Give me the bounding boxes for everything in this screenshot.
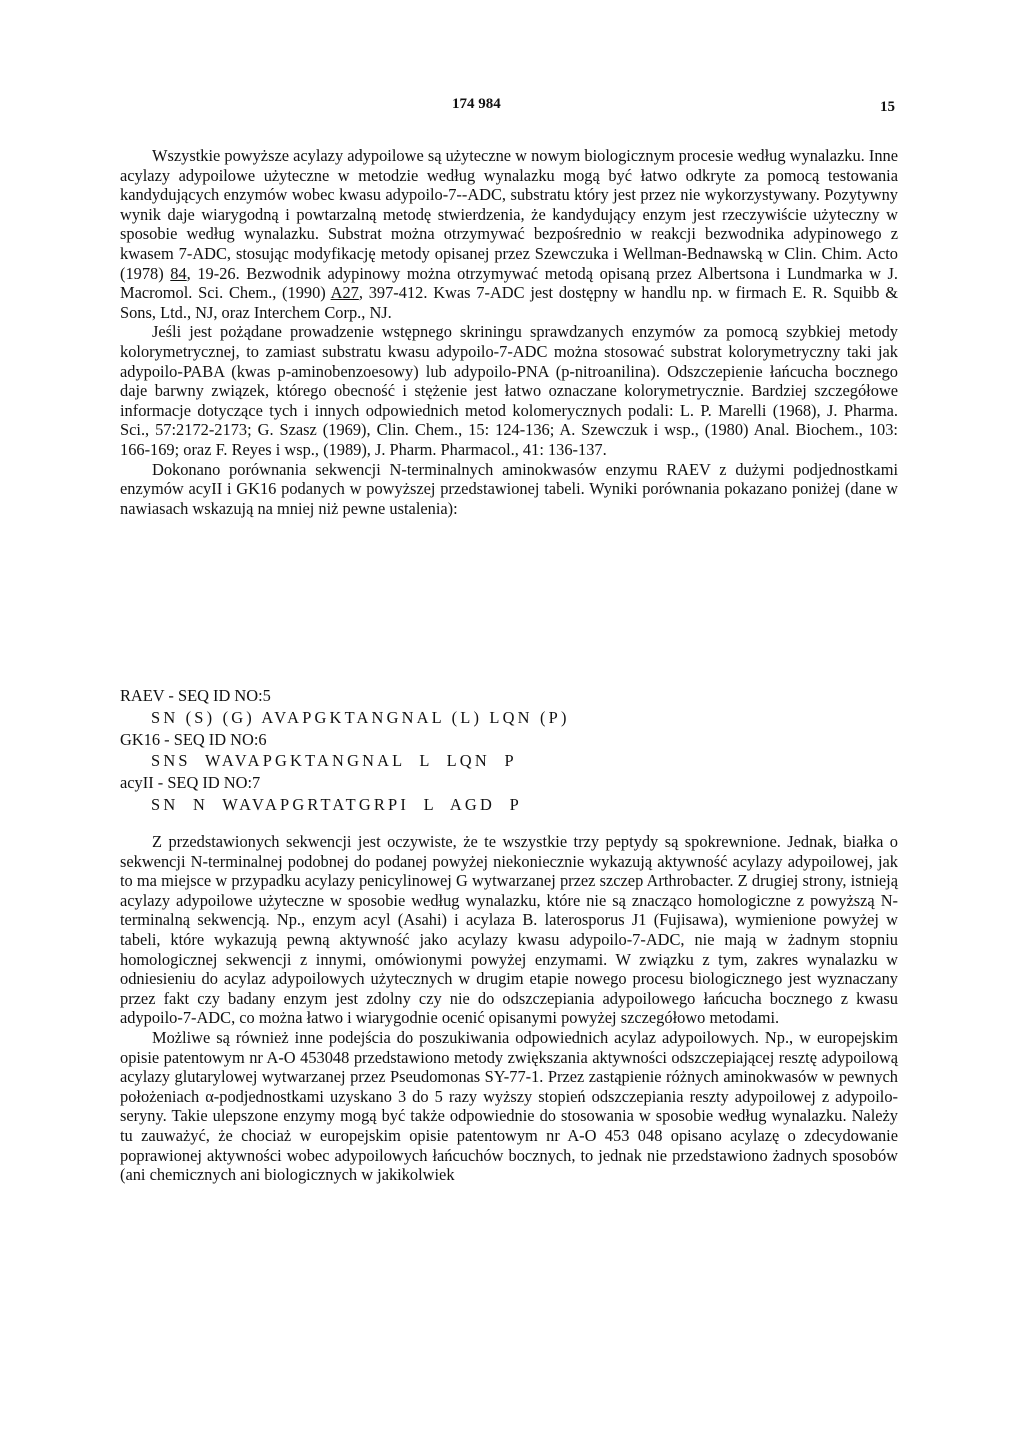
sequence-label: GK16 - SEQ ID NO:6	[120, 729, 267, 749]
page-number: 15	[880, 99, 895, 115]
paragraph-3: Dokonano porównania sekwencji N-terminalnych aminokwasów enzymu RAEV z dużymi podjednostkami enzymów acyII i GK16 podanych w powyższej przedstawionej tabeli. Wyniki porównania pokazano poniżej (dane w nawiasach wskazują na mniej niż pewne ustalenia):	[120, 459, 898, 518]
sequence-row: SNS WAVAPGKTANGNAL L LQN P	[151, 751, 517, 771]
sequence-row: SN (S) (G) AVAPGKTANGNAL (L) LQN (P)	[151, 707, 570, 727]
sequence-row: SN N WAVAPGRTATGRPI L AGD P	[151, 794, 522, 814]
volume-ref-1: 84	[170, 263, 187, 283]
sequence-label: RAEV - SEQ ID NO:5	[120, 686, 271, 705]
paragraph-1: Wszystkie powyższe acylazy adypoilowe są użyteczne w nowym biologicznym procesie według wynalazku. Inne acylazy adypoilowe użyteczne w metodzie według wynalazku mogą być łatwo odkryte za pomocą testowania kandydujących enzymów wobec kwasu adypoilo-7--ADC, substratu który jest przez nie wykorzystywany. Pozytywny wynik daje wiarygodną i powtarzalną metodę stwierdzenia, że kandydujący enzym jest rzeczywiście użyteczny w sposobie według wynalazku. Substrat można otrzymywać bezpośrednio w reakcji bezwodnika adypinowego z kwasem 7-ADC, stosując modyfikację metody opisanej przez Szewczuka i Wellman-Bednawską w Clin. Chim. Acto (1978) 84, 19-26. Bezwodnik adypinowy można otrzymywać metodą opisaną przez Albertsona i Lundmarka w J. Macromol. Sci. Chem., (1990) A27, 397-412. Kwas 7-ADC jest dostępny w handlu np. w firmach E. R. Squibb & Sons, Ltd., NJ, oraz Interchem Corp., NJ.	[120, 146, 898, 322]
volume-ref-2: A27	[330, 283, 359, 303]
sequence-comparison	[120, 685, 898, 816]
paragraph-5: Możliwe są również inne podejścia do poszukiwania odpowiednich acylaz adypoilowych. Np., w europejskim opisie patentowym nr A-O 453048 przedstawiono metody zwiększania aktywności odszczepiającej resztę adypoilową acylazy glutarylowej wytwarzanej przez Pseudomonas SY-77-1. Przez zastąpienie różnych aminokwasów w pewnych położeniach α-podjednostkami uzyskano 3 do 5 razy wyższy stopień odszczepiania reszty adypoilowej z adypoilo-seryny. Takie ulepszone enzymy mogą być także odpowiednie do stosowania w sposobie według wynalazku. Należy tu zauważyć, że chociaż w europejskim opisie patentowym nr A-O 453 048 opisano acylazę o zdecydowanie poprawionej aktywności wobec adypoilowych łańcuchów bocznych, to jednak nie przedstawiono żadnych sposobów (ani chemicznych ani biologicznych w jakikolwiek	[120, 1027, 898, 1185]
text-block-bottom	[120, 832, 898, 1185]
text-block-top	[120, 146, 898, 518]
paragraph-4: Z przedstawionych sekwencji jest oczywiste, że te wszystkie trzy peptydy są spokrewnione. Jednak, białka o sekwencji N-terminalnej podobnej do podanej powyżej niekoniecznie wykazują aktywność acylazy adypoilowej, jak to ma miejsce w przypadku acylazy penicylinowej G wytwarzanej przez szczep Arthrobacter. Z drugiej strony, istnieją acylazy adypoilowe użyteczne w sposobie według wynalazku, które nie są znacząco homologiczne z powyższą N-terminalną sekwencją. Np., enzym acyl (Asahi) i acylaza B. laterosporus J1 (Fujisawa), wymienione powyżej w tabeli, które wykazują pewną aktywność jako acylazy kwasu adypoilo-7-ADC, nie mają w żadnym stopniu homologicznej sekwencji z innymi, omówionymi powyżej enzymami. W związku z tym, zakres wynalazku w odniesieniu do acylaz adypoilowych użytecznych w drugim etapie nowego procesu biologicznego jest wyznaczany przez fakt czy badany enzym jest zdolny czy nie do odszczepiania adypoilowego łańcucha bocznego z kwasu adypoilo-7-ADC, co można łatwo i wiarygodnie ocenić opisanymi powyżej szczegółowo metodami.	[120, 832, 898, 1028]
patent-number: 174 984	[452, 96, 501, 112]
sequence-label: acyII - SEQ ID NO:7	[120, 773, 261, 793]
paragraph-2: Jeśli jest pożądane prowadzenie wstępnego skriningu sprawdzanych enzymów za pomocą szybkiej metody kolorymetrycznej, to zamiast substratu kwasu adypoilo-7-ADC można stosować substrat kolorymetryczny taki jak adypoilo-PABA (kwas p-aminobenzoesowy) lub adypoilo-PNA (p-nitroanilina). Odszczepienie łańcucha bocznego daje barwny związek, którego obecność i stężenie jest łatwo oznaczane kolorymetrycznie. Bardziej szczegółowe informacje dotyczące tych i innych odpowiednich metod kolomerycznych podali: L. P. Marelli (1968), J. Pharma. Sci., 57:2172-2173; G. Szasz (1969), Clin. Chem., 15: 124-136; A. Szewczuk i wsp., (1980) Anal. Biochem., 103: 166-169; oraz F. Reyes i wsp., (1989), J. Pharm. Pharmacol., 41: 136-137.	[120, 322, 898, 459]
